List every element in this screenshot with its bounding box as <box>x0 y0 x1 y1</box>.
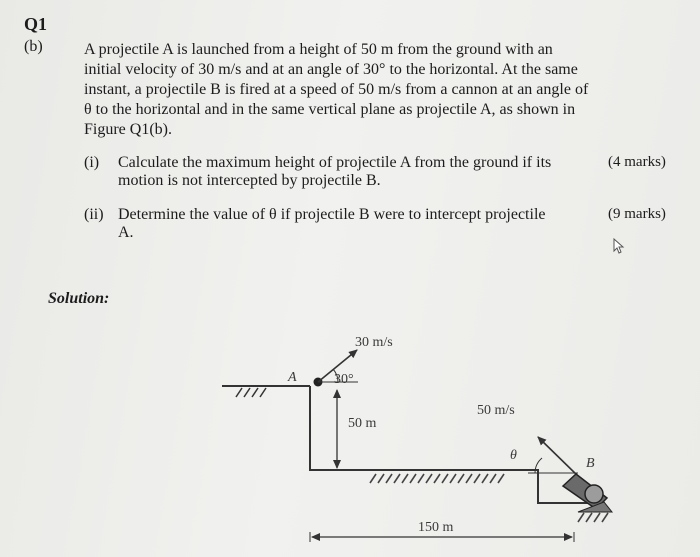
paragraph-line: A projectile A is launched from a height of 50 m from the ground with an <box>84 41 553 58</box>
angle-b-label: θ <box>510 448 517 463</box>
angle-a-label: 30° <box>334 372 354 387</box>
question-number: Q1 <box>24 14 48 34</box>
label-b: B <box>586 456 595 471</box>
marks-ii: (9 marks) <box>608 206 666 222</box>
height-label: 50 m <box>348 416 377 431</box>
question-part: (b) <box>24 38 43 55</box>
subquestion-line: motion is not intercepted by projectile B. <box>118 172 381 189</box>
paragraph-line: instant, a projectile B is fired at a speed of 50 m/s from a cannon at an angle of <box>84 81 589 98</box>
velocity-b-arrow <box>538 437 580 478</box>
velocity-a-label: 30 m/s <box>355 335 393 350</box>
upper-ground <box>222 386 310 397</box>
lower-ground-hatching <box>370 474 504 483</box>
velocity-b-label: 50 m/s <box>477 403 515 418</box>
solution-label: Solution: <box>48 290 110 307</box>
paragraph-line: θ to the horizontal and in the same vertical plane as projectile A, as shown in <box>84 101 576 118</box>
distance-label: 150 m <box>418 520 454 535</box>
paragraph-line: initial velocity of 30 m/s and at an angle of 30° to the horizontal. At the same <box>84 61 578 78</box>
cannon-icon <box>563 474 612 512</box>
label-a: A <box>288 370 297 385</box>
subquestion-line: Determine the value of θ if projectile B were to intercept projectile <box>118 206 546 223</box>
subquestion-line: Calculate the maximum height of projectile A from the ground if its <box>118 154 552 171</box>
subquestion-label: (ii) <box>84 206 104 223</box>
paragraph-line: Figure Q1(b). <box>84 121 172 138</box>
cliff-outline <box>310 386 598 503</box>
marks-i: (4 marks) <box>608 154 666 170</box>
subquestion-label: (i) <box>84 154 100 171</box>
cannon-ground-hatching <box>578 513 608 522</box>
subquestion-line: A. <box>118 224 134 241</box>
